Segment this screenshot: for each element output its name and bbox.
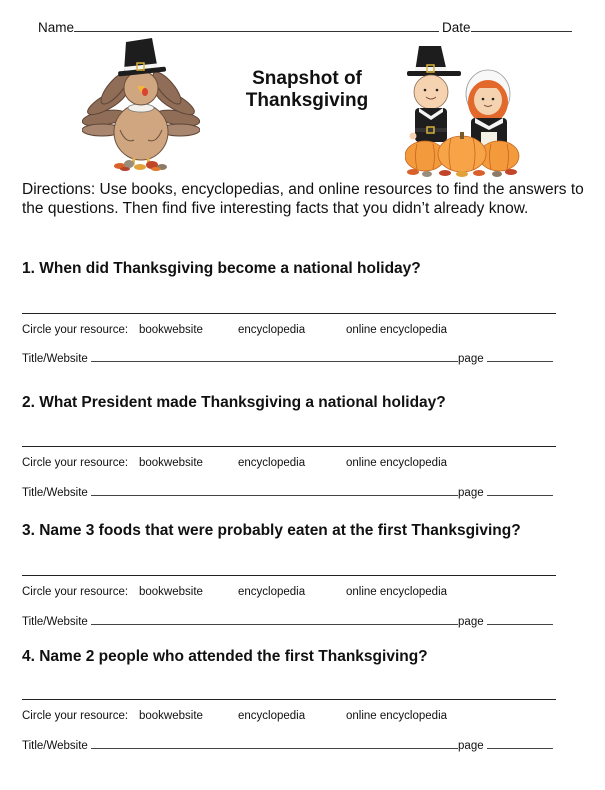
question-2: 2. What President made Thanksgiving a national holiday?	[22, 394, 446, 411]
page-blank[interactable]	[487, 738, 553, 749]
resource-option-online-encyclopedia[interactable]: online encyclopedia	[346, 586, 448, 598]
resource-label: Circle your resource:	[22, 457, 129, 469]
question-4: 4. Name 2 people who attended the first Thanksgiving?	[22, 648, 428, 665]
title-website-blank[interactable]	[91, 351, 458, 362]
answer-line-4[interactable]	[22, 699, 556, 700]
resource-option-bookwebsite[interactable]: bookwebsite	[139, 710, 203, 722]
page-label: page	[458, 353, 484, 365]
page-blank[interactable]	[487, 351, 553, 362]
resource-option-online-encyclopedia[interactable]: online encyclopedia	[346, 457, 448, 469]
page-label: page	[458, 616, 484, 628]
title-website-blank[interactable]	[91, 485, 458, 496]
title-website-label: Title/Website	[22, 616, 88, 628]
resource-option-online-encyclopedia[interactable]: online encyclopedia	[346, 324, 448, 336]
resource-label: Circle your resource:	[22, 710, 129, 722]
question-3: 3. Name 3 foods that were probably eaten at the first Thanksgiving?	[22, 522, 521, 539]
title-website-label: Title/Website	[22, 740, 88, 752]
question-1: 1. When did Thanksgiving become a national holiday?	[22, 260, 421, 277]
title-website-row	[22, 614, 553, 628]
page-title	[222, 68, 392, 112]
resource-option-encyclopedia[interactable]: encyclopedia	[238, 710, 306, 722]
page-label: page	[458, 740, 484, 752]
title-line-2: Thanksgiving	[245, 90, 369, 111]
page-blank[interactable]	[487, 485, 553, 496]
date-blank[interactable]	[471, 20, 572, 32]
title-website-label: Title/Website	[22, 353, 88, 365]
date-label: Date	[442, 20, 471, 35]
resource-option-bookwebsite[interactable]: bookwebsite	[139, 586, 203, 598]
date-field[interactable]	[442, 20, 572, 35]
name-blank[interactable]	[74, 20, 439, 32]
page-blank[interactable]	[487, 614, 553, 625]
resource-label: Circle your resource:	[22, 324, 129, 336]
answer-line-2[interactable]	[22, 446, 556, 447]
title-website-row	[22, 738, 553, 752]
resource-option-online-encyclopedia[interactable]: online encyclopedia	[346, 710, 448, 722]
directions-text: Directions: Use books, encyclopedias, and online resources to find the answers to the questions. Then find five interesting facts that you didn’t already know.	[22, 181, 584, 217]
turkey-pilgrim-hat-icon	[82, 38, 200, 172]
title-website-row	[22, 485, 553, 499]
resource-option-encyclopedia[interactable]: encyclopedia	[238, 324, 306, 336]
title-website-row	[22, 351, 553, 365]
title-website-blank[interactable]	[91, 614, 458, 625]
answer-line-3[interactable]	[22, 575, 556, 576]
resource-option-bookwebsite[interactable]: bookwebsite	[139, 324, 203, 336]
title-line-1: Snapshot of	[252, 68, 362, 89]
pilgrims-pumpkins-icon	[405, 44, 521, 178]
resource-option-bookwebsite[interactable]: bookwebsite	[139, 457, 203, 469]
title-website-blank[interactable]	[91, 738, 458, 749]
name-field[interactable]	[38, 20, 439, 35]
answer-line-1[interactable]	[22, 313, 556, 314]
resource-option-encyclopedia[interactable]: encyclopedia	[238, 586, 306, 598]
resource-option-encyclopedia[interactable]: encyclopedia	[238, 457, 306, 469]
page-label: page	[458, 487, 484, 499]
resource-label: Circle your resource:	[22, 586, 129, 598]
title-website-label: Title/Website	[22, 487, 88, 499]
name-label: Name	[38, 20, 75, 35]
